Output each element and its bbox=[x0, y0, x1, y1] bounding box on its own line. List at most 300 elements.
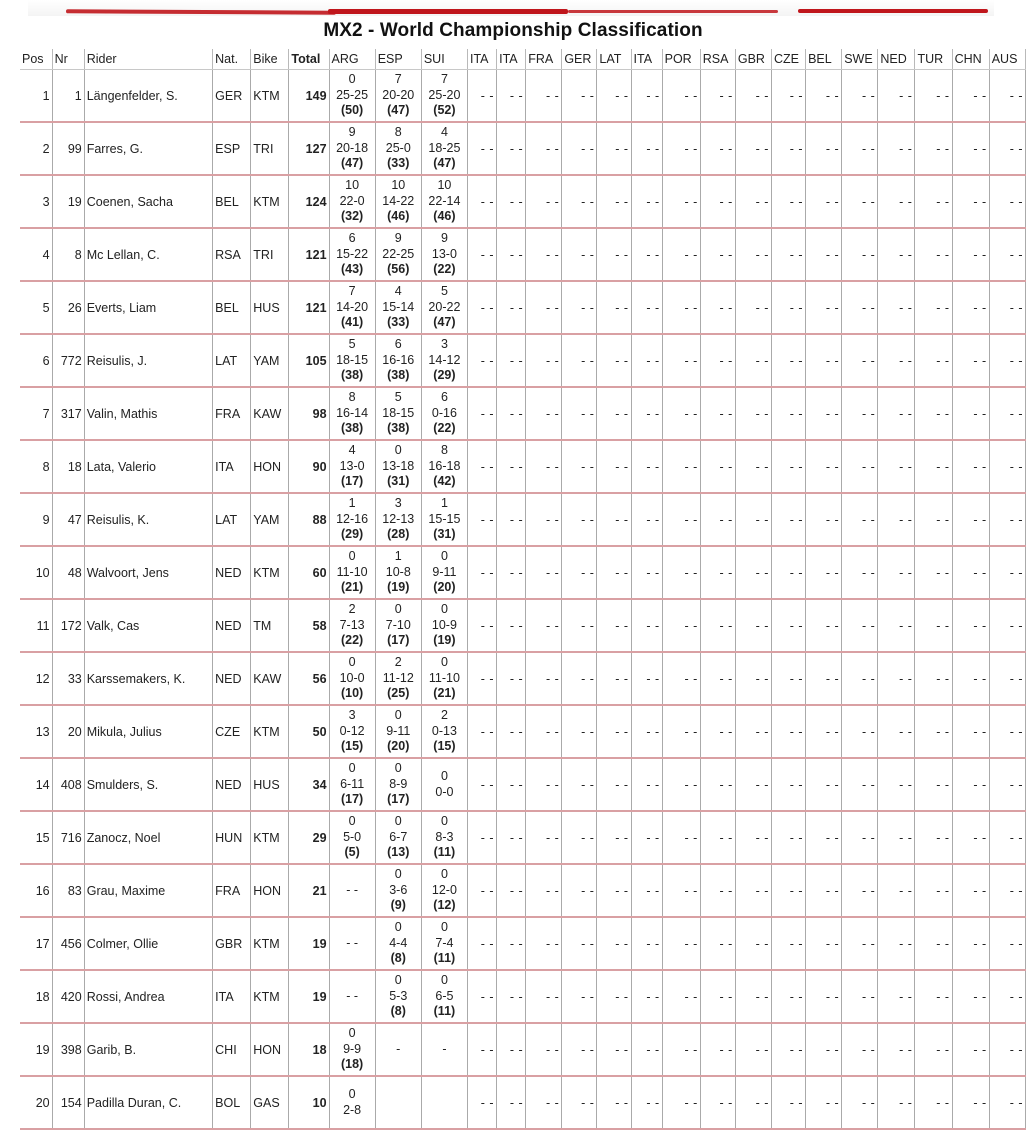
cell-gp-empty: - - bbox=[497, 917, 526, 970]
cell-gp-empty: - - bbox=[700, 705, 735, 758]
cell-gp-empty: - - bbox=[735, 122, 771, 175]
cell-gp-empty: - - bbox=[662, 599, 700, 652]
cell-gp-empty: - - bbox=[771, 652, 805, 705]
cell-gp-empty: - - bbox=[700, 122, 735, 175]
cell-nat: BOL bbox=[213, 1076, 251, 1129]
cell-gp-empty: - - bbox=[631, 705, 662, 758]
cell-gp-empty: - - bbox=[700, 1023, 735, 1076]
cell-nat: GER bbox=[213, 70, 251, 123]
cell-gp-empty: - - bbox=[468, 1076, 497, 1129]
cell-gp-empty: - - bbox=[662, 1076, 700, 1129]
column-header-gp: POR bbox=[662, 49, 700, 70]
cell-gp-empty: - - bbox=[735, 1076, 771, 1129]
gp-position: 0 bbox=[394, 920, 402, 935]
gp-position: 7 bbox=[394, 72, 402, 87]
moto-points: 11-10 bbox=[428, 670, 460, 685]
cell-gp-empty: - - bbox=[842, 917, 878, 970]
cell-gp-result bbox=[329, 440, 375, 493]
cell-gp-empty: - - bbox=[700, 228, 735, 281]
cell-gp-result bbox=[421, 175, 467, 228]
cell-bike: KTM bbox=[251, 175, 289, 228]
cell-gp-empty: - - bbox=[700, 970, 735, 1023]
gp-position: 0 bbox=[440, 549, 448, 564]
moto-points: 14-22 bbox=[382, 193, 415, 208]
gp-points: (12) bbox=[433, 898, 456, 913]
cell-gp-empty: - - bbox=[915, 811, 952, 864]
cell-rider: Farres, G. bbox=[84, 122, 212, 175]
cell-gp-result bbox=[329, 599, 375, 652]
cell-gp-empty: - - bbox=[700, 758, 735, 811]
gp-position: 4 bbox=[394, 284, 402, 299]
cell-gp-empty: - - bbox=[700, 546, 735, 599]
gp-position: 2 bbox=[348, 602, 356, 617]
cell-nat: ESP bbox=[213, 122, 251, 175]
moto-points: 16-14 bbox=[336, 405, 369, 420]
cell-gp-empty: - - bbox=[952, 546, 989, 599]
cell-gp-empty: - - bbox=[771, 1023, 805, 1076]
cell-gp-empty: - - bbox=[952, 705, 989, 758]
gp-position: 8 bbox=[440, 443, 448, 458]
gp-position: 8 bbox=[348, 390, 356, 405]
cell-nat: HUN bbox=[213, 811, 251, 864]
gp-points: (22) bbox=[433, 421, 456, 436]
gp-position: 0 bbox=[440, 814, 448, 829]
cell-gp-empty: - - bbox=[597, 758, 631, 811]
cell-gp-empty: - - bbox=[662, 758, 700, 811]
cell-gp-empty: - - bbox=[806, 599, 842, 652]
cell-pos: 11 bbox=[20, 599, 52, 652]
cell-gp-empty: - - bbox=[915, 758, 952, 811]
table-row bbox=[20, 228, 1026, 281]
gp-position: 0 bbox=[394, 708, 402, 723]
cell-gp-empty: - - bbox=[952, 493, 989, 546]
cell-gp-empty: - - bbox=[878, 1076, 915, 1129]
cell-gp-empty: - - bbox=[806, 70, 842, 123]
moto-points: 6-11 bbox=[340, 776, 365, 791]
cell-gp-empty: - - bbox=[842, 228, 878, 281]
cell-gp-empty: - - bbox=[497, 705, 526, 758]
cell-gp-empty: - - bbox=[597, 1076, 631, 1129]
cell-pos: 2 bbox=[20, 122, 52, 175]
cell-gp-empty: - - bbox=[771, 493, 805, 546]
cell-gp-result bbox=[421, 599, 467, 652]
cell-gp-empty: - - bbox=[989, 281, 1025, 334]
cell-gp-empty: - - bbox=[806, 334, 842, 387]
cell-gp-empty: - - bbox=[952, 917, 989, 970]
cell-gp-empty: - - bbox=[662, 440, 700, 493]
cell-gp-empty: - - bbox=[878, 811, 915, 864]
cell-pos: 16 bbox=[20, 864, 52, 917]
cell-gp-empty: - - bbox=[735, 599, 771, 652]
table-row bbox=[20, 334, 1026, 387]
gp-position: 1 bbox=[394, 549, 402, 564]
gp-points: (31) bbox=[433, 527, 456, 542]
cell-gp-empty: - - bbox=[989, 228, 1025, 281]
cell-gp-empty: - - bbox=[597, 546, 631, 599]
cell-gp-empty: - - bbox=[989, 864, 1025, 917]
cell-gp-empty: - - bbox=[771, 970, 805, 1023]
cell-rider: Smulders, S. bbox=[84, 758, 212, 811]
cell-gp-empty: - - bbox=[631, 281, 662, 334]
cell-nr: 8 bbox=[52, 228, 84, 281]
gp-points: (22) bbox=[433, 262, 456, 277]
cell-gp-empty: - - bbox=[771, 758, 805, 811]
cell-gp-empty: - - bbox=[842, 599, 878, 652]
cell-gp-result bbox=[375, 493, 421, 546]
cell-pos: 13 bbox=[20, 705, 52, 758]
header-row bbox=[20, 49, 1026, 70]
cell-nat: ITA bbox=[213, 440, 251, 493]
column-header-nr: Nr bbox=[52, 49, 84, 70]
cell-gp-empty: - - bbox=[700, 599, 735, 652]
cell-gp-empty: - - bbox=[806, 281, 842, 334]
cell-gp-empty: - - bbox=[842, 970, 878, 1023]
cell-total: 10 bbox=[289, 1076, 329, 1129]
gp-points: (47) bbox=[433, 315, 456, 330]
gp-points: (33) bbox=[387, 315, 410, 330]
cell-rider: Valin, Mathis bbox=[84, 387, 212, 440]
cell-gp-empty: - - bbox=[771, 281, 805, 334]
gp-position: 0 bbox=[348, 655, 356, 670]
cell-gp-empty: - - bbox=[468, 1023, 497, 1076]
cell-gp-empty: - - bbox=[771, 387, 805, 440]
cell-gp-empty: - - bbox=[631, 1023, 662, 1076]
gp-position: 3 bbox=[348, 708, 356, 723]
cell-bike: HON bbox=[251, 440, 289, 493]
cell-gp-empty: - - bbox=[806, 175, 842, 228]
cell-gp-empty: - - bbox=[842, 1076, 878, 1129]
cell-gp-empty: - - bbox=[468, 864, 497, 917]
cell-nr: 18 bbox=[52, 440, 84, 493]
cell-gp-empty: - - bbox=[952, 387, 989, 440]
cell-bike: KTM bbox=[251, 811, 289, 864]
column-header-gp: GBR bbox=[735, 49, 771, 70]
cell-gp-empty: - - bbox=[497, 281, 526, 334]
moto-points: 13-0 bbox=[339, 458, 365, 473]
cell-gp-empty: - - bbox=[989, 440, 1025, 493]
cell-total: 121 bbox=[289, 281, 329, 334]
cell-gp-empty: - - bbox=[597, 440, 631, 493]
column-header-gp: NED bbox=[878, 49, 915, 70]
moto-points: 8-3 bbox=[435, 829, 454, 844]
cell-gp-empty: - - bbox=[806, 1076, 842, 1129]
cell-gp-empty: - - bbox=[662, 705, 700, 758]
cell-gp-empty: - - bbox=[526, 440, 562, 493]
cell-gp-result bbox=[329, 546, 375, 599]
cell-gp-empty: - - bbox=[662, 811, 700, 864]
cell-gp-empty: - - bbox=[700, 175, 735, 228]
table-row bbox=[20, 917, 1026, 970]
cell-pos: 19 bbox=[20, 1023, 52, 1076]
cell-gp-empty: - - bbox=[662, 228, 700, 281]
cell-total: 58 bbox=[289, 599, 329, 652]
cell-gp-empty: - - bbox=[631, 546, 662, 599]
cell-nr: 317 bbox=[52, 387, 84, 440]
gp-points: (19) bbox=[387, 580, 410, 595]
cell-gp-empty: - - bbox=[468, 281, 497, 334]
gp-points: (13) bbox=[387, 845, 410, 860]
column-header-gp: BEL bbox=[806, 49, 842, 70]
cell-gp-empty: - - bbox=[915, 1023, 952, 1076]
cell-pos: 17 bbox=[20, 917, 52, 970]
cell-gp-empty: - - bbox=[562, 705, 597, 758]
gp-position: 6 bbox=[394, 337, 402, 352]
column-header-rider: Rider bbox=[84, 49, 212, 70]
cell-nr: 19 bbox=[52, 175, 84, 228]
cell-gp-result bbox=[421, 652, 467, 705]
gp-points: (19) bbox=[433, 633, 456, 648]
cell-gp-empty: - - bbox=[735, 228, 771, 281]
cell-gp-empty: - - bbox=[989, 811, 1025, 864]
cell-gp-empty: - - bbox=[597, 811, 631, 864]
gp-position: 0 bbox=[348, 72, 356, 87]
cell-gp-result bbox=[329, 652, 375, 705]
cell-gp-empty: - - bbox=[952, 440, 989, 493]
cell-bike: HON bbox=[251, 864, 289, 917]
cell-nr: 33 bbox=[52, 652, 84, 705]
gp-position: 4 bbox=[348, 443, 356, 458]
cell-total: 19 bbox=[289, 917, 329, 970]
gp-position: - - bbox=[346, 935, 359, 950]
brush-stroke bbox=[66, 9, 336, 14]
cell-gp-empty: - - bbox=[700, 811, 735, 864]
cell-gp-empty: - - bbox=[915, 493, 952, 546]
header-banner bbox=[28, 0, 994, 16]
cell-gp-empty: - - bbox=[700, 864, 735, 917]
cell-gp-result bbox=[421, 440, 467, 493]
cell-gp-empty: - - bbox=[878, 1023, 915, 1076]
cell-pos: 12 bbox=[20, 652, 52, 705]
column-header-gp: ESP bbox=[375, 49, 421, 70]
cell-gp-result bbox=[421, 1076, 467, 1129]
classification-rows bbox=[20, 70, 1026, 1130]
gp-points: (11) bbox=[433, 951, 456, 966]
cell-gp-empty: - - bbox=[497, 440, 526, 493]
cell-gp-empty: - - bbox=[771, 122, 805, 175]
gp-position: 6 bbox=[348, 231, 356, 246]
cell-gp-empty: - - bbox=[562, 864, 597, 917]
gp-position: 0 bbox=[440, 769, 448, 783]
cell-gp-empty: - - bbox=[952, 175, 989, 228]
cell-gp-empty: - - bbox=[468, 440, 497, 493]
gp-position: 7 bbox=[440, 72, 448, 87]
moto-points: 22-25 bbox=[382, 246, 415, 261]
cell-gp-empty: - - bbox=[989, 758, 1025, 811]
cell-gp-result bbox=[375, 175, 421, 228]
column-header-gp: FRA bbox=[526, 49, 562, 70]
moto-points: 20-20 bbox=[382, 87, 415, 102]
cell-gp-empty: - - bbox=[700, 493, 735, 546]
cell-gp-empty: - - bbox=[771, 440, 805, 493]
cell-bike: TM bbox=[251, 599, 289, 652]
cell-gp-empty: - - bbox=[989, 1023, 1025, 1076]
gp-points: (31) bbox=[387, 474, 410, 489]
cell-gp-empty: - - bbox=[631, 70, 662, 123]
cell-gp-empty: - - bbox=[526, 493, 562, 546]
cell-gp-result bbox=[375, 546, 421, 599]
moto-points: 15-14 bbox=[382, 299, 415, 314]
gp-points: (29) bbox=[340, 527, 364, 542]
cell-total: 127 bbox=[289, 122, 329, 175]
cell-gp-empty: - - bbox=[497, 228, 526, 281]
cell-nr: 772 bbox=[52, 334, 84, 387]
moto-points: 0-16 bbox=[431, 405, 457, 420]
cell-gp-empty: - - bbox=[631, 440, 662, 493]
cell-gp-empty: - - bbox=[989, 970, 1025, 1023]
cell-gp-empty: - - bbox=[771, 546, 805, 599]
cell-gp-empty: - - bbox=[631, 599, 662, 652]
cell-rider: Rossi, Andrea bbox=[84, 970, 212, 1023]
gp-points: (47) bbox=[387, 103, 410, 118]
cell-gp-empty: - - bbox=[562, 440, 597, 493]
cell-nr: 408 bbox=[52, 758, 84, 811]
gp-points: (8) bbox=[390, 1004, 406, 1019]
cell-gp-empty: - - bbox=[497, 811, 526, 864]
column-header-gp: SUI bbox=[421, 49, 467, 70]
cell-nr: 456 bbox=[52, 917, 84, 970]
cell-gp-result bbox=[375, 1023, 421, 1076]
column-header-pos: Pos bbox=[20, 49, 52, 70]
cell-nr: 26 bbox=[52, 281, 84, 334]
table-row bbox=[20, 970, 1026, 1023]
cell-gp-result bbox=[421, 917, 467, 970]
cell-gp-empty: - - bbox=[597, 970, 631, 1023]
cell-gp-result bbox=[421, 70, 467, 123]
cell-pos: 8 bbox=[20, 440, 52, 493]
moto-points: 15-22 bbox=[336, 246, 369, 261]
cell-gp-empty: - - bbox=[989, 546, 1025, 599]
moto-points: 10-0 bbox=[339, 670, 365, 685]
cell-gp-empty: - - bbox=[526, 70, 562, 123]
gp-points: (25) bbox=[387, 686, 410, 701]
gp-points: (5) bbox=[344, 845, 360, 860]
cell-gp-empty: - - bbox=[771, 864, 805, 917]
table-row bbox=[20, 546, 1026, 599]
cell-gp-result bbox=[329, 281, 375, 334]
cell-gp-empty: - - bbox=[631, 811, 662, 864]
brush-stroke bbox=[568, 10, 778, 13]
cell-rider: Walvoort, Jens bbox=[84, 546, 212, 599]
cell-nr: 716 bbox=[52, 811, 84, 864]
cell-total: 34 bbox=[289, 758, 329, 811]
cell-gp-empty: - - bbox=[662, 493, 700, 546]
cell-gp-empty: - - bbox=[497, 1076, 526, 1129]
cell-gp-empty: - - bbox=[771, 705, 805, 758]
cell-rider: Längenfelder, S. bbox=[84, 70, 212, 123]
cell-gp-empty: - - bbox=[662, 387, 700, 440]
table-row bbox=[20, 440, 1026, 493]
cell-gp-empty: - - bbox=[735, 493, 771, 546]
cell-gp-empty: - - bbox=[878, 122, 915, 175]
cell-gp-empty: - - bbox=[526, 1023, 562, 1076]
cell-gp-empty: - - bbox=[526, 705, 562, 758]
gp-position: 0 bbox=[394, 814, 402, 829]
cell-gp-empty: - - bbox=[989, 652, 1025, 705]
cell-gp-empty: - - bbox=[806, 652, 842, 705]
cell-rider: Garib, B. bbox=[84, 1023, 212, 1076]
gp-points: (38) bbox=[387, 421, 410, 436]
column-header-gp: ITA bbox=[631, 49, 662, 70]
gp-position: 0 bbox=[394, 602, 402, 617]
cell-gp-empty: - - bbox=[562, 122, 597, 175]
cell-bike: KTM bbox=[251, 70, 289, 123]
moto-points: 20-18 bbox=[336, 140, 369, 155]
cell-gp-empty: - - bbox=[878, 546, 915, 599]
cell-gp-empty: - - bbox=[735, 334, 771, 387]
gp-points: (10) bbox=[340, 686, 364, 701]
cell-gp-empty: - - bbox=[700, 281, 735, 334]
cell-gp-empty: - - bbox=[597, 122, 631, 175]
cell-gp-result bbox=[375, 70, 421, 123]
cell-gp-empty: - - bbox=[735, 811, 771, 864]
cell-gp-empty: - - bbox=[468, 70, 497, 123]
gp-points: (20) bbox=[387, 739, 410, 754]
gp-position: - - bbox=[346, 882, 359, 897]
gp-position: 0 bbox=[440, 973, 448, 988]
cell-gp-empty: - - bbox=[562, 599, 597, 652]
moto-points: 10-8 bbox=[385, 564, 411, 579]
cell-gp-empty: - - bbox=[878, 334, 915, 387]
cell-gp-empty: - - bbox=[662, 864, 700, 917]
cell-gp-empty: - - bbox=[915, 652, 952, 705]
cell-bike: HUS bbox=[251, 281, 289, 334]
gp-points: (17) bbox=[387, 792, 410, 807]
cell-bike: TRI bbox=[251, 122, 289, 175]
cell-bike: KTM bbox=[251, 546, 289, 599]
cell-gp-empty: - - bbox=[878, 864, 915, 917]
cell-gp-result bbox=[375, 758, 421, 811]
cell-nr: 172 bbox=[52, 599, 84, 652]
cell-gp-empty: - - bbox=[562, 970, 597, 1023]
cell-gp-empty: - - bbox=[842, 493, 878, 546]
cell-gp-result bbox=[329, 70, 375, 123]
gp-position: 0 bbox=[394, 973, 402, 988]
cell-total: 124 bbox=[289, 175, 329, 228]
moto-points: 14-12 bbox=[428, 352, 461, 367]
cell-gp-empty: - - bbox=[952, 1023, 989, 1076]
cell-gp-empty: - - bbox=[952, 811, 989, 864]
cell-gp-empty: - - bbox=[631, 228, 662, 281]
gp-position: 0 bbox=[348, 761, 356, 776]
cell-gp-empty: - - bbox=[497, 70, 526, 123]
cell-gp-empty: - - bbox=[631, 493, 662, 546]
moto-points: 11-10 bbox=[336, 564, 368, 579]
cell-gp-result bbox=[375, 387, 421, 440]
gp-points: (11) bbox=[433, 1004, 456, 1019]
cell-gp-empty: - - bbox=[700, 1076, 735, 1129]
cell-gp-empty: - - bbox=[631, 387, 662, 440]
cell-nr: 420 bbox=[52, 970, 84, 1023]
gp-position: 9 bbox=[440, 231, 448, 246]
cell-gp-empty: - - bbox=[597, 917, 631, 970]
gp-position: 0 bbox=[440, 655, 448, 670]
cell-nat: NED bbox=[213, 599, 251, 652]
cell-gp-empty: - - bbox=[989, 705, 1025, 758]
cell-rider: Mikula, Julius bbox=[84, 705, 212, 758]
cell-gp-empty: - - bbox=[771, 1076, 805, 1129]
cell-gp-empty: - - bbox=[526, 281, 562, 334]
gp-position: 2 bbox=[440, 708, 448, 723]
cell-bike: KAW bbox=[251, 652, 289, 705]
cell-gp-empty: - - bbox=[468, 228, 497, 281]
cell-gp-empty: - - bbox=[771, 228, 805, 281]
cell-gp-result bbox=[375, 811, 421, 864]
gp-points: (33) bbox=[387, 156, 410, 171]
cell-total: 56 bbox=[289, 652, 329, 705]
cell-gp-empty: - - bbox=[631, 334, 662, 387]
table-row bbox=[20, 652, 1026, 705]
column-header-total: Total bbox=[289, 49, 329, 70]
